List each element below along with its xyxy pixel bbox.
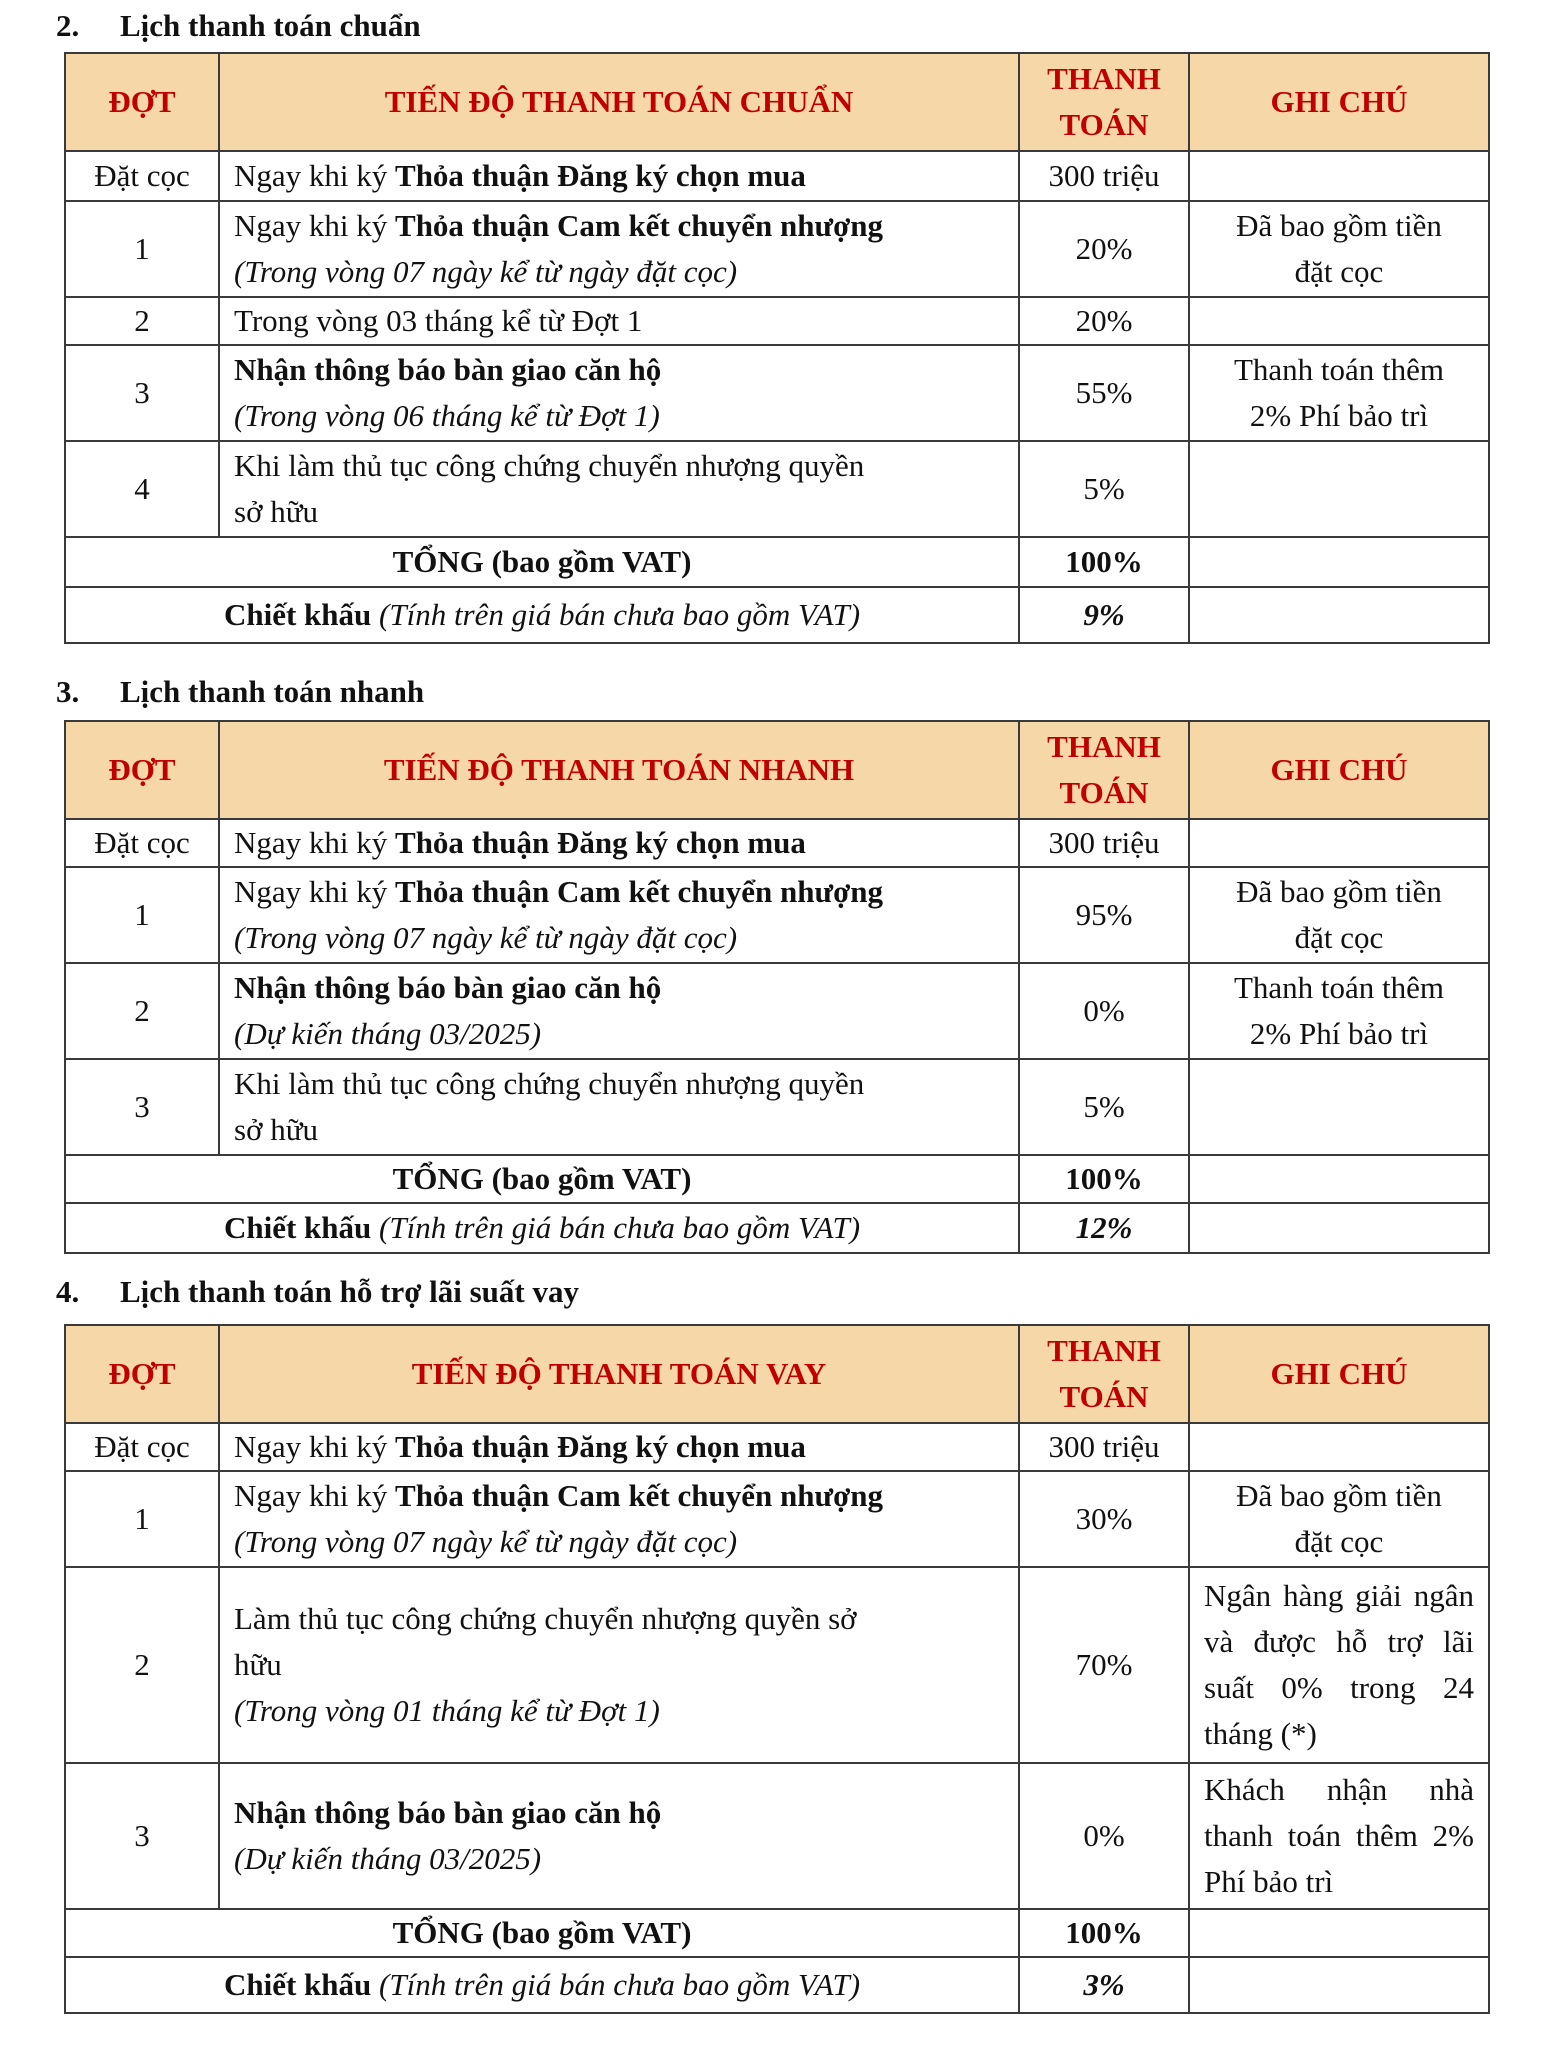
cell-dot: Đặt cọc	[65, 1423, 219, 1471]
table-row	[65, 345, 1489, 441]
header-note: GHI CHÚ	[1189, 1325, 1489, 1423]
header-note: GHI CHÚ	[1189, 53, 1489, 151]
discount-value: 12%	[1019, 1203, 1189, 1253]
header-note: GHI CHÚ	[1189, 721, 1489, 819]
total-row	[65, 1909, 1489, 1957]
fast-payment-table	[64, 720, 1490, 1254]
cell-dot: 1	[65, 201, 219, 297]
total-value: 100%	[1019, 1155, 1189, 1203]
cell-note: Đã bao gồm tiền đặt cọc	[1189, 1471, 1489, 1567]
cell-payment: 20%	[1019, 201, 1189, 297]
section-4-heading	[56, 1272, 579, 1312]
section-number: 2.	[56, 8, 80, 43]
cell-payment: 0%	[1019, 1763, 1189, 1909]
table-row	[65, 1763, 1489, 1909]
cell-note: Thanh toán thêm 2% Phí bảo trì	[1189, 345, 1489, 441]
table-row	[65, 201, 1489, 297]
section-title: Lịch thanh toán hỗ trợ lãi suất vay	[120, 1274, 579, 1309]
total-value: 100%	[1019, 537, 1189, 587]
cell-progress: Khi làm thủ tục công chứng chuyển nhượng quyền sở hữu	[219, 441, 1019, 537]
table-row	[65, 441, 1489, 537]
cell-dot: 1	[65, 867, 219, 963]
cell-progress: Ngay khi ký Thỏa thuận Cam kết chuyển nhượng (Trong vòng 07 ngày kể từ ngày đặt cọc)	[219, 1471, 1019, 1567]
discount-label: Chiết khấu (Tính trên giá bán chưa bao gồm VAT)	[65, 587, 1019, 643]
cell-note	[1189, 441, 1489, 537]
discount-label: Chiết khấu (Tính trên giá bán chưa bao gồm VAT)	[65, 1203, 1019, 1253]
discount-value: 3%	[1019, 1957, 1189, 2013]
total-label: TỔNG (bao gồm VAT)	[65, 537, 1019, 587]
header-progress: TIẾN ĐỘ THANH TOÁN CHUẨN	[219, 53, 1019, 151]
cell-note: Ngân hàng giải ngân và được hỗ trợ lãi suất 0% trong 24 tháng (*)	[1189, 1567, 1489, 1763]
table-row	[65, 297, 1489, 345]
cell-note	[1189, 151, 1489, 201]
cell-note	[1189, 1957, 1489, 2013]
cell-progress: Ngay khi ký Thỏa thuận Cam kết chuyển nhượng (Trong vòng 07 ngày kể từ ngày đặt cọc)	[219, 201, 1019, 297]
section-number: 4.	[56, 1274, 80, 1309]
cell-progress: Làm thủ tục công chứng chuyển nhượng quyền sở hữu (Trong vòng 01 tháng kể từ Đợt 1)	[219, 1567, 1019, 1763]
cell-note	[1189, 1155, 1489, 1203]
cell-progress: Nhận thông báo bàn giao căn hộ (Dự kiến tháng 03/2025)	[219, 963, 1019, 1059]
cell-dot: 4	[65, 441, 219, 537]
header-dot: ĐỢT	[65, 1325, 219, 1423]
table-row	[65, 1471, 1489, 1567]
cell-dot: 1	[65, 1471, 219, 1567]
cell-payment: 300 triệu	[1019, 151, 1189, 201]
table-row	[65, 1059, 1489, 1155]
table-row	[65, 1423, 1489, 1471]
header-payment: THANH TOÁN	[1019, 53, 1189, 151]
cell-note	[1189, 1423, 1489, 1471]
section-title: Lịch thanh toán nhanh	[120, 674, 425, 709]
cell-note	[1189, 1059, 1489, 1155]
discount-value: 9%	[1019, 587, 1189, 643]
cell-note	[1189, 819, 1489, 867]
table-row	[65, 151, 1489, 201]
table-header-row	[65, 721, 1489, 819]
header-dot: ĐỢT	[65, 53, 219, 151]
total-label: TỔNG (bao gồm VAT)	[65, 1155, 1019, 1203]
discount-row	[65, 587, 1489, 643]
header-dot: ĐỢT	[65, 721, 219, 819]
cell-dot: 2	[65, 297, 219, 345]
table-row	[65, 867, 1489, 963]
header-payment: THANH TOÁN	[1019, 1325, 1189, 1423]
cell-progress: Ngay khi ký Thỏa thuận Đăng ký chọn mua	[219, 1423, 1019, 1471]
table-header-row	[65, 53, 1489, 151]
total-label: TỔNG (bao gồm VAT)	[65, 1909, 1019, 1957]
section-number: 3.	[56, 674, 80, 709]
cell-note	[1189, 297, 1489, 345]
table-header-row	[65, 1325, 1489, 1423]
header-payment: THANH TOÁN	[1019, 721, 1189, 819]
cell-note	[1189, 1203, 1489, 1253]
cell-dot: 2	[65, 1567, 219, 1763]
cell-payment: 300 triệu	[1019, 1423, 1189, 1471]
cell-note	[1189, 587, 1489, 643]
cell-progress: Ngay khi ký Thỏa thuận Cam kết chuyển nhượng (Trong vòng 07 ngày kể từ ngày đặt cọc)	[219, 867, 1019, 963]
cell-note: Đã bao gồm tiền đặt cọc	[1189, 867, 1489, 963]
cell-progress: Nhận thông báo bàn giao căn hộ (Dự kiến tháng 03/2025)	[219, 1763, 1019, 1909]
cell-note: Thanh toán thêm 2% Phí bảo trì	[1189, 963, 1489, 1059]
cell-payment: 20%	[1019, 297, 1189, 345]
cell-progress: Khi làm thủ tục công chứng chuyển nhượng quyền sở hữu	[219, 1059, 1019, 1155]
cell-note: Khách nhận nhà thanh toán thêm 2% Phí bảo trì	[1189, 1763, 1489, 1909]
section-2-heading	[56, 6, 421, 46]
table-row	[65, 819, 1489, 867]
cell-dot: 3	[65, 1059, 219, 1155]
total-row	[65, 1155, 1489, 1203]
cell-progress: Ngay khi ký Thỏa thuận Đăng ký chọn mua	[219, 819, 1019, 867]
discount-row	[65, 1957, 1489, 2013]
table-row	[65, 1567, 1489, 1763]
cell-payment: 70%	[1019, 1567, 1189, 1763]
discount-row	[65, 1203, 1489, 1253]
cell-payment: 30%	[1019, 1471, 1189, 1567]
cell-payment: 300 triệu	[1019, 819, 1189, 867]
header-progress: TIẾN ĐỘ THANH TOÁN VAY	[219, 1325, 1019, 1423]
total-value: 100%	[1019, 1909, 1189, 1957]
cell-note	[1189, 537, 1489, 587]
cell-payment: 5%	[1019, 441, 1189, 537]
cell-dot: 3	[65, 345, 219, 441]
section-title: Lịch thanh toán chuẩn	[120, 8, 421, 43]
cell-dot: Đặt cọc	[65, 819, 219, 867]
cell-payment: 55%	[1019, 345, 1189, 441]
total-row	[65, 537, 1489, 587]
cell-progress: Ngay khi ký Thỏa thuận Đăng ký chọn mua	[219, 151, 1019, 201]
cell-note	[1189, 1909, 1489, 1957]
discount-label: Chiết khấu (Tính trên giá bán chưa bao gồm VAT)	[65, 1957, 1019, 2013]
cell-progress: Nhận thông báo bàn giao căn hộ (Trong vòng 06 tháng kể từ Đợt 1)	[219, 345, 1019, 441]
cell-note: Đã bao gồm tiền đặt cọc	[1189, 201, 1489, 297]
cell-dot: 3	[65, 1763, 219, 1909]
cell-dot: 2	[65, 963, 219, 1059]
table-row	[65, 963, 1489, 1059]
standard-payment-table	[64, 52, 1490, 644]
loan-payment-table	[64, 1324, 1490, 2014]
cell-progress: Trong vòng 03 tháng kể từ Đợt 1	[219, 297, 1019, 345]
header-progress: TIẾN ĐỘ THANH TOÁN NHANH	[219, 721, 1019, 819]
cell-payment: 95%	[1019, 867, 1189, 963]
cell-dot: Đặt cọc	[65, 151, 219, 201]
cell-payment: 5%	[1019, 1059, 1189, 1155]
cell-payment: 0%	[1019, 963, 1189, 1059]
section-3-heading	[56, 672, 424, 712]
